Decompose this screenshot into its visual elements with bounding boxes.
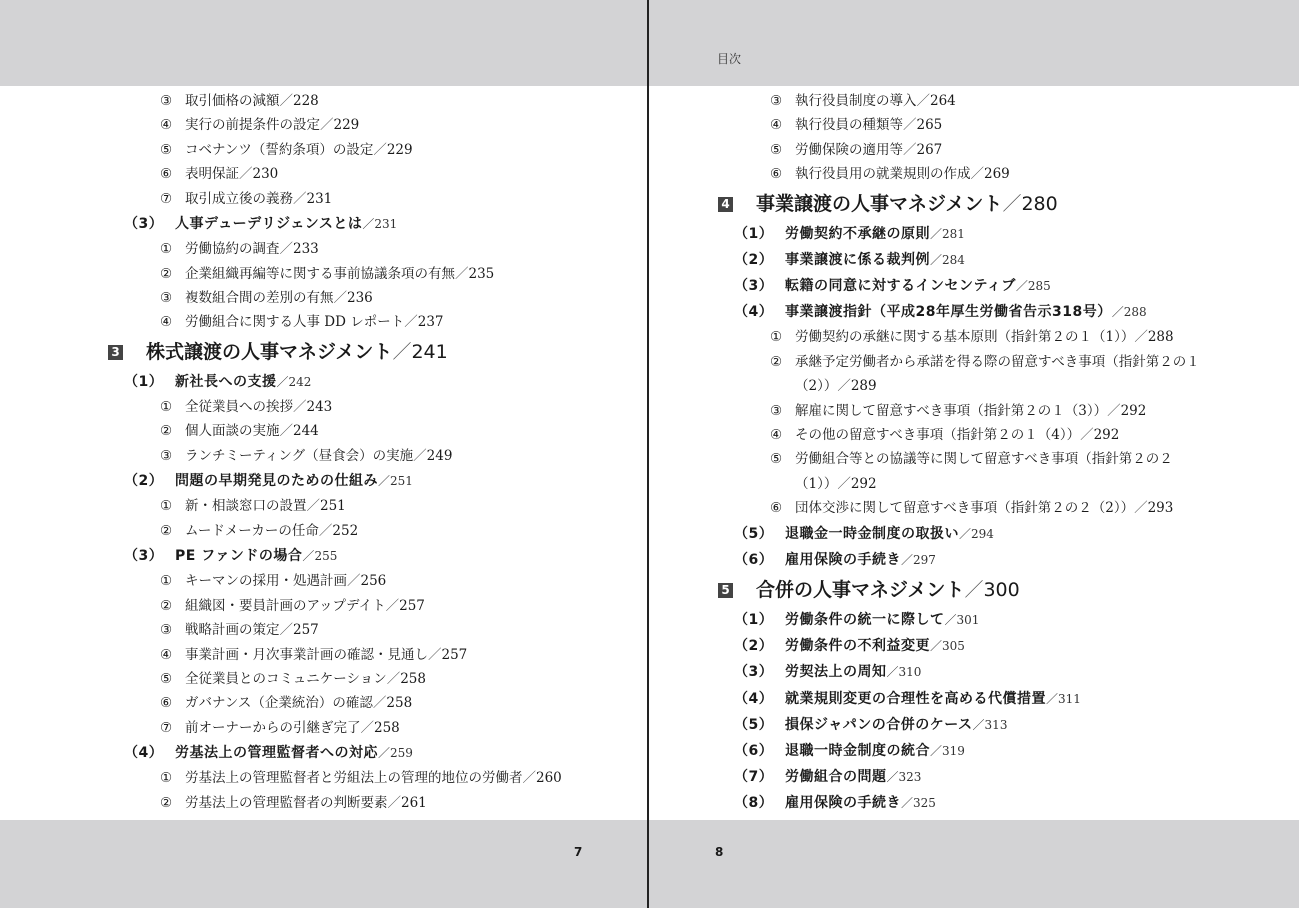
page-separator: ／ xyxy=(1080,427,1094,443)
page-separator: ／ xyxy=(360,719,374,736)
entry-marker: （5） xyxy=(734,716,774,733)
toc-subitem[interactable] xyxy=(710,423,1200,447)
entry-marker: ⑤ xyxy=(770,451,783,468)
page-separator: ／ xyxy=(837,475,851,492)
entry-marker: （6） xyxy=(734,551,774,568)
entry-page-number: 233 xyxy=(293,241,319,258)
entry-page-number: 269 xyxy=(984,166,1010,183)
page-separator: ／ xyxy=(972,717,985,732)
toc-section[interactable] xyxy=(100,740,640,766)
entry-title: 企業組織再編等に関する事前協議条項の有無 xyxy=(185,265,455,282)
entry-page-number: 229 xyxy=(333,117,360,134)
toc-subitem[interactable] xyxy=(100,113,640,137)
toc-section[interactable] xyxy=(100,369,640,395)
chapter-number-box: 3 xyxy=(108,345,123,360)
toc-subitem[interactable] xyxy=(100,444,640,468)
entry-title: 執行役員制度の導入 xyxy=(795,93,917,109)
entry-title: 取引成立後の義務 xyxy=(185,190,293,207)
entry-title: 戦略計画の策定 xyxy=(185,622,280,639)
entry-title: 労働組合に関する人事 DD レポート xyxy=(185,314,405,331)
entry-marker: ⑤ xyxy=(770,141,783,158)
page-separator: ／ xyxy=(302,549,315,564)
toc-subitem[interactable] xyxy=(100,519,640,543)
toc-section[interactable] xyxy=(100,468,640,494)
page-separator: ／ xyxy=(318,522,333,539)
entry-page-number: 258 xyxy=(386,695,413,712)
entry-title: 組織図・要員計画のアップデイト xyxy=(185,597,386,614)
page-separator: ／ xyxy=(522,770,536,787)
page-separator: ／ xyxy=(276,374,289,389)
entry-title: 執行役員用の就業規則の作成 xyxy=(795,166,971,183)
entry-page-number: 265 xyxy=(916,117,943,134)
entry-marker: （7） xyxy=(734,769,774,786)
entry-marker: ① xyxy=(160,498,173,515)
entry-marker: ④ xyxy=(770,117,783,134)
entry-title: 労働協約の調査 xyxy=(185,241,280,258)
entry-page-number: 281 xyxy=(942,226,965,241)
entry-title: その他の留意すべき事項（指針第２の１（4）） xyxy=(795,427,1081,443)
toc-section[interactable] xyxy=(710,221,1200,247)
chapter-number-box: 5 xyxy=(718,583,733,598)
entry-title: 問題の早期発見のための仕組み xyxy=(175,473,378,490)
entry-title: 事業譲渡指針（平成28年厚生労働省告示318号） xyxy=(785,304,1112,321)
page-separator: ／ xyxy=(413,447,427,464)
toc-subitem[interactable] xyxy=(100,89,640,113)
page-separator: ／ xyxy=(930,252,943,267)
entry-marker: ③ xyxy=(770,402,783,419)
entry-page-number: 235 xyxy=(468,265,495,282)
entry-page-number: 256 xyxy=(360,573,387,590)
entry-marker: ② xyxy=(160,522,173,539)
page-separator: ／ xyxy=(320,117,334,134)
toc-subitem[interactable] xyxy=(100,691,640,715)
page-separator: ／ xyxy=(373,141,387,158)
page-separator: ／ xyxy=(1111,305,1124,320)
page-separator: ／ xyxy=(385,597,400,614)
page-separator: ／ xyxy=(1002,192,1022,215)
page-separator: ／ xyxy=(279,93,293,109)
entry-page-number: 243 xyxy=(306,399,333,416)
entry-page-number: 258 xyxy=(400,671,426,688)
entry-page-number: 230 xyxy=(252,166,279,183)
entry-title: 労基法上の管理監督者と労組法上の管理的地位の労働者 xyxy=(185,770,523,787)
toc-subitem[interactable] xyxy=(710,162,1200,186)
entry-title: 複数組合間の差別の有無 xyxy=(185,290,334,307)
entry-marker: （3） xyxy=(124,548,164,565)
entry-page-number: 257 xyxy=(399,597,425,614)
toc-subitem[interactable] xyxy=(100,594,640,618)
entry-title: 表明保証 xyxy=(185,166,239,183)
entry-page-number: 311 xyxy=(1058,691,1081,706)
entry-title: PE ファンドの場合 xyxy=(175,548,303,565)
entry-title: 全従業員とのコミュニケーション xyxy=(185,671,387,688)
page-separator: ／ xyxy=(1134,500,1148,517)
page-gutter-divider xyxy=(647,0,649,908)
toc-left-page xyxy=(100,89,640,815)
entry-marker: （1） xyxy=(124,373,164,390)
entry-title: 労働条件の統一に際して xyxy=(785,612,945,628)
entry-marker: （6） xyxy=(734,742,774,759)
entry-marker: ⑤ xyxy=(160,141,173,158)
entry-title: ガバナンス（企業統治）の確認 xyxy=(185,695,373,712)
entry-title: 取引価格の減額 xyxy=(185,93,280,109)
entry-page-number: 259 xyxy=(390,746,413,761)
page-separator: ／ xyxy=(944,613,957,627)
entry-title: 労働契約不承継の原則 xyxy=(785,225,930,242)
page-separator: ／ xyxy=(333,290,347,307)
page-separator: ／ xyxy=(362,217,375,232)
page-separator: ／ xyxy=(903,117,917,134)
toc-section[interactable] xyxy=(710,273,1200,299)
toc-subitem[interactable] xyxy=(100,286,640,310)
entry-title: ムードメーカーの任命 xyxy=(185,522,319,539)
entry-marker: ④ xyxy=(160,117,173,134)
entry-title: 損保ジャパンの合併のケース xyxy=(785,716,973,733)
entry-page-number: 289 xyxy=(850,378,877,395)
entry-marker: ⑤ xyxy=(160,671,173,688)
toc-section[interactable] xyxy=(710,247,1200,273)
page-separator: ／ xyxy=(293,190,307,207)
entry-title: 合併の人事マネジメント xyxy=(756,579,965,601)
toc-subitem[interactable] xyxy=(100,310,640,334)
page-separator: ／ xyxy=(386,671,401,688)
entry-page-number: 292 xyxy=(850,475,877,492)
entry-page-number: 313 xyxy=(984,717,1008,732)
entry-title: 労基法上の管理監督者の判断要素 xyxy=(185,794,388,811)
toc-section[interactable] xyxy=(710,764,1200,790)
toc-subitem[interactable] xyxy=(100,262,640,286)
toc-subitem[interactable] xyxy=(710,325,1200,349)
page-separator: ／ xyxy=(930,743,943,758)
toc-section[interactable] xyxy=(100,543,640,569)
entry-title: 個人面談の実施 xyxy=(185,423,280,440)
entry-page-number: 228 xyxy=(293,93,319,109)
page-separator: ／ xyxy=(901,796,914,811)
toc-subitem[interactable] xyxy=(100,569,640,593)
entry-title: 承継予定労働者から承諾を得る際の留意すべき事項（指針第２の１（2）） xyxy=(795,353,1200,395)
page-separator: ／ xyxy=(930,639,943,654)
entry-marker: ④ xyxy=(770,427,783,443)
entry-marker: （4） xyxy=(734,304,774,321)
entry-page-number: 319 xyxy=(942,743,965,758)
entry-marker: ⑦ xyxy=(160,190,173,207)
toc-subitem[interactable] xyxy=(100,618,640,642)
entry-page-number: 297 xyxy=(913,552,936,567)
entry-page-number: 255 xyxy=(314,549,338,564)
entry-marker: （4） xyxy=(734,690,774,707)
entry-title: 執行役員の種類等 xyxy=(795,117,903,134)
entry-marker: （2） xyxy=(124,473,164,490)
bottom-margin-band xyxy=(0,820,1299,908)
entry-page-number: 229 xyxy=(386,141,413,158)
toc-chapter-heading[interactable] xyxy=(710,573,1200,607)
entry-page-number: 285 xyxy=(1027,279,1051,293)
entry-marker: ⑦ xyxy=(160,719,173,736)
toc-right-page xyxy=(710,89,1200,817)
entry-page-number: 231 xyxy=(374,217,398,232)
entry-title: 事業計画・月次事業計画の確認・見通し xyxy=(185,646,428,663)
entry-page-number: 292 xyxy=(1093,427,1120,443)
running-head: 目次 xyxy=(717,52,742,66)
page-separator: ／ xyxy=(306,498,320,515)
entry-page-number: 292 xyxy=(1120,402,1147,419)
toc-section[interactable] xyxy=(710,686,1200,712)
entry-marker: ② xyxy=(160,265,173,282)
page-separator: ／ xyxy=(378,474,391,489)
entry-page-number: 310 xyxy=(898,665,922,680)
entry-page-number: 236 xyxy=(347,290,373,307)
entry-marker: （2） xyxy=(734,251,774,268)
toc-section[interactable] xyxy=(710,299,1200,325)
page-separator: ／ xyxy=(903,141,917,158)
entry-title: 人事デューデリジェンスとは xyxy=(175,216,363,233)
page-separator: ／ xyxy=(930,226,943,241)
toc-subitem[interactable] xyxy=(100,716,640,740)
entry-title: 前オーナーからの引継ぎ完了 xyxy=(185,719,361,736)
toc-section[interactable] xyxy=(710,790,1200,816)
page-separator: ／ xyxy=(239,166,253,183)
page-separator: ／ xyxy=(1046,691,1059,706)
entry-page-number: 237 xyxy=(417,314,444,331)
entry-page-number: 284 xyxy=(942,252,965,267)
toc-subitem[interactable] xyxy=(710,138,1200,162)
entry-marker: （8） xyxy=(734,795,774,812)
toc-subitem[interactable] xyxy=(100,667,640,691)
entry-marker: ② xyxy=(770,353,783,370)
page-separator: ／ xyxy=(372,695,387,712)
entry-page-number: 231 xyxy=(306,190,333,207)
entry-title: 労契法上の周知 xyxy=(785,664,887,681)
entry-title: 解雇に関して留意すべき事項（指針第２の１（3）） xyxy=(795,402,1108,419)
page-separator: ／ xyxy=(959,526,972,541)
toc-chapter-heading[interactable] xyxy=(100,335,640,369)
entry-page-number: 261 xyxy=(401,794,427,811)
toc-section[interactable] xyxy=(710,738,1200,764)
toc-subitem[interactable] xyxy=(100,419,640,443)
entry-title: 労働組合等との協議等に関して留意すべき事項（指針第２の２（1）） xyxy=(795,451,1173,492)
entry-marker: （3） xyxy=(124,216,164,233)
entry-marker: ① xyxy=(160,241,173,258)
toc-section[interactable] xyxy=(710,633,1200,659)
entry-marker: ① xyxy=(160,399,173,416)
entry-title: 労働契約の承継に関する基本原則（指針第２の１（1）） xyxy=(795,329,1135,346)
toc-section[interactable] xyxy=(100,211,640,237)
entry-marker: （1） xyxy=(734,225,774,242)
entry-page-number: 293 xyxy=(1147,500,1174,517)
page-separator: ／ xyxy=(1107,402,1121,419)
toc-subitem[interactable] xyxy=(710,350,1200,399)
entry-title: 労働保険の適用等 xyxy=(795,141,903,158)
page-separator: ／ xyxy=(901,552,914,567)
toc-subitem[interactable] xyxy=(100,791,640,815)
entry-title: キーマンの採用・処遇計画 xyxy=(185,573,347,590)
toc-subitem[interactable] xyxy=(710,496,1200,520)
entry-marker: ① xyxy=(770,329,783,346)
entry-title: ランチミーティング（昼食会）の実施 xyxy=(185,447,414,464)
page-separator: ／ xyxy=(428,646,442,663)
entry-page-number: 241 xyxy=(411,340,448,363)
toc-chapter-heading[interactable] xyxy=(710,187,1200,221)
entry-page-number: 300 xyxy=(983,579,1020,601)
entry-page-number: 244 xyxy=(293,423,319,440)
entry-marker: （2） xyxy=(734,638,774,655)
toc-subitem[interactable] xyxy=(100,162,640,186)
page-separator: ／ xyxy=(279,622,293,639)
page-separator: ／ xyxy=(347,573,361,590)
page-separator: ／ xyxy=(392,340,412,363)
entry-title: 事業譲渡の人事マネジメント xyxy=(756,192,1003,215)
entry-page-number: 251 xyxy=(390,474,413,489)
toc-section[interactable] xyxy=(710,521,1200,547)
page-separator: ／ xyxy=(387,794,401,811)
entry-marker: ① xyxy=(160,770,173,787)
page-separator: ／ xyxy=(279,423,293,440)
entry-page-number: 280 xyxy=(1021,192,1058,215)
toc-subitem[interactable] xyxy=(100,395,640,419)
page-separator: ／ xyxy=(455,265,469,282)
entry-marker: ⑥ xyxy=(770,166,783,183)
entry-marker: ③ xyxy=(160,290,173,307)
page-number-right: 8 xyxy=(715,845,724,859)
entry-title: 雇用保険の手続き xyxy=(785,795,901,812)
entry-title: 労基法上の管理監督者への対応 xyxy=(175,745,378,762)
entry-title: 事業譲渡に係る裁判例 xyxy=(785,251,930,268)
entry-page-number: 251 xyxy=(320,498,346,515)
toc-subitem[interactable] xyxy=(100,138,640,162)
entry-page-number: 257 xyxy=(441,646,468,663)
toc-subitem[interactable] xyxy=(710,89,1200,113)
entry-page-number: 301 xyxy=(956,613,980,627)
toc-section[interactable] xyxy=(710,712,1200,738)
entry-marker: ③ xyxy=(770,93,783,109)
entry-marker: （5） xyxy=(734,525,774,542)
page-separator: ／ xyxy=(964,579,984,601)
entry-marker: （3） xyxy=(734,278,774,294)
entry-title: 実行の前提条件の設定 xyxy=(185,117,320,134)
entry-marker: ② xyxy=(160,423,173,440)
entry-title: 株式譲渡の人事マネジメント xyxy=(146,340,393,363)
page-separator: ／ xyxy=(1015,279,1028,293)
toc-subitem[interactable] xyxy=(710,113,1200,137)
page-number-left: 7 xyxy=(574,845,583,859)
entry-title: 転籍の同意に対するインセンティブ xyxy=(785,278,1016,294)
entry-title: 就業規則変更の合理性を高める代償措置 xyxy=(785,690,1046,707)
page-separator: ／ xyxy=(293,399,307,416)
page-separator: ／ xyxy=(886,665,899,680)
entry-title: 労働組合の問題 xyxy=(785,769,887,786)
entry-page-number: 249 xyxy=(426,447,453,464)
toc-subitem[interactable] xyxy=(100,187,640,211)
entry-page-number: 252 xyxy=(332,522,359,539)
toc-subitem[interactable] xyxy=(710,447,1200,496)
entry-marker: （1） xyxy=(734,612,774,628)
entry-marker: ① xyxy=(160,573,173,590)
top-margin-band xyxy=(0,0,1299,86)
entry-marker: （4） xyxy=(124,745,164,762)
entry-title: 新・相談窓口の設置 xyxy=(185,498,307,515)
entry-page-number: 267 xyxy=(916,141,943,158)
page-separator: ／ xyxy=(378,746,391,761)
entry-marker: ③ xyxy=(160,93,173,109)
entry-page-number: 305 xyxy=(942,639,965,654)
entry-marker: （3） xyxy=(734,664,774,681)
page-separator: ／ xyxy=(886,770,899,785)
page-separator: ／ xyxy=(1134,329,1148,346)
page-separator: ／ xyxy=(279,241,293,258)
page-separator: ／ xyxy=(970,166,984,183)
toc-section[interactable] xyxy=(710,659,1200,685)
entry-page-number: 264 xyxy=(930,93,956,109)
entry-page-number: 242 xyxy=(288,374,312,389)
entry-page-number: 325 xyxy=(913,796,936,811)
entry-marker: ② xyxy=(160,597,173,614)
entry-marker: ③ xyxy=(160,622,173,639)
entry-page-number: 257 xyxy=(293,622,319,639)
toc-subitem[interactable] xyxy=(100,237,640,261)
entry-page-number: 288 xyxy=(1123,305,1147,320)
entry-marker: ⑥ xyxy=(770,500,783,517)
toc-subitem[interactable] xyxy=(100,494,640,518)
entry-marker: ④ xyxy=(160,646,173,663)
toc-section[interactable] xyxy=(710,547,1200,573)
entry-page-number: 258 xyxy=(374,719,400,736)
entry-title: 退職金一時金制度の取扱い xyxy=(785,525,959,542)
entry-marker: ② xyxy=(160,794,173,811)
toc-subitem[interactable] xyxy=(100,643,640,667)
entry-page-number: 288 xyxy=(1147,329,1174,346)
page-separator: ／ xyxy=(837,378,851,395)
chapter-number-box: 4 xyxy=(718,197,733,212)
entry-page-number: 260 xyxy=(536,770,562,787)
toc-section[interactable] xyxy=(710,607,1200,633)
entry-marker: ④ xyxy=(160,314,173,331)
page-separator: ／ xyxy=(916,93,930,109)
entry-marker: ⑥ xyxy=(160,166,173,183)
entry-title: コベナンツ（誓約条項）の設定 xyxy=(185,141,374,158)
toc-subitem[interactable] xyxy=(710,399,1200,423)
entry-title: 雇用保険の手続き xyxy=(785,551,901,568)
entry-marker: ⑥ xyxy=(160,695,173,712)
entry-title: 団体交渉に関して留意すべき事項（指針第２の２（2）） xyxy=(795,500,1135,517)
entry-title: 労働条件の不利益変更 xyxy=(785,638,930,655)
entry-title: 退職一時金制度の統合 xyxy=(785,742,930,759)
entry-marker: ③ xyxy=(160,447,173,464)
toc-subitem[interactable] xyxy=(100,766,640,790)
entry-page-number: 323 xyxy=(898,770,922,785)
entry-title: 全従業員への挨拶 xyxy=(185,399,293,416)
page-separator: ／ xyxy=(404,314,418,331)
entry-page-number: 294 xyxy=(971,526,994,541)
entry-title: 新社長への支援 xyxy=(175,373,277,390)
